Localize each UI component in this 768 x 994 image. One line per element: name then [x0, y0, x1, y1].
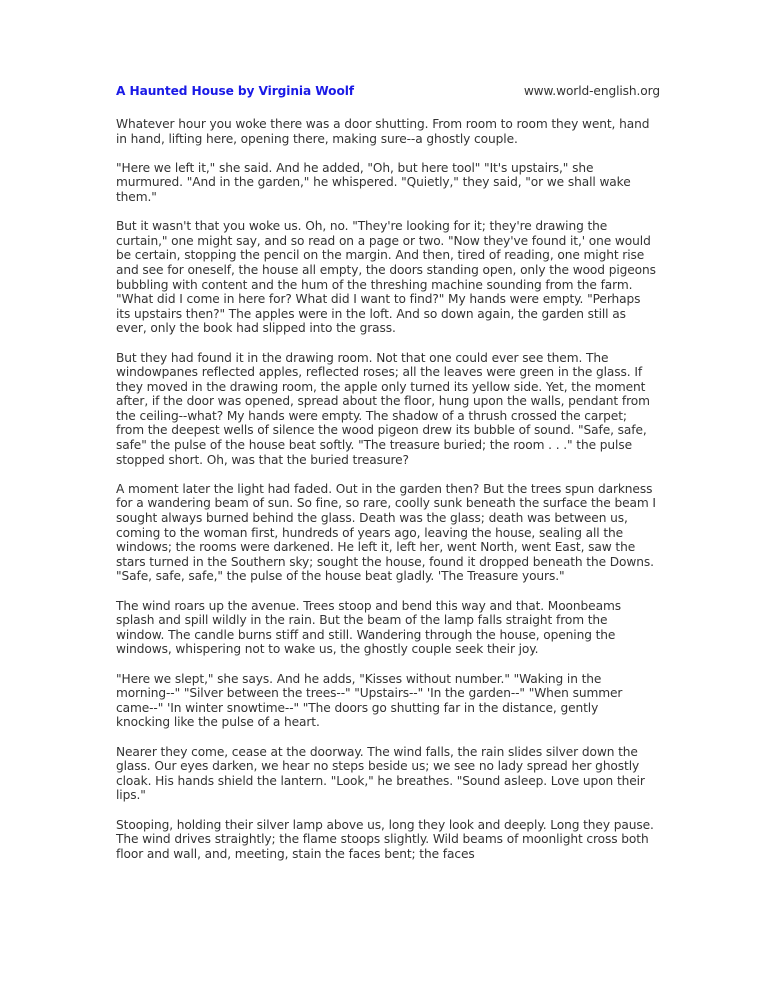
paragraph: But they had found it in the drawing room. Not that one could ever see them. The windowpanes reflected apples, reflected roses; all the leaves were green in the glass. If they moved in the drawing room, the apple only turned its yellow side. Yet, the moment after, if the door was opened, spread about the floor, hung upon the walls, pendant from the ceiling--what? My hands were empty. The shadow of a thrush crossed the carpet; from the deepest wells of silence the wood pigeon drew its bubble of sound. "Safe, safe, safe" the pulse of the house beat softly. "The treasure buried; the room . . ." the pulse stopped short. Oh, was that the buried treasure? — [116, 350, 650, 467]
document-title: A Haunted House by Virginia Woolf — [116, 84, 354, 98]
story-body — [116, 117, 656, 861]
site-url: www.world-english.org — [523, 84, 660, 98]
paragraph: "Here we slept," she says. And he adds, "Kisses without number." "Waking in the morning--" "Silver between the trees--" "Upstairs--" 'In the garden--" "When summer came--" 'In winter snowtime--" "The doors go shutting far in the distance, gently knocking like the pulse of a heart. — [116, 671, 623, 730]
document-page — [116, 84, 660, 876]
paragraph: Whatever hour you woke there was a door shutting. From room to room they went, hand in hand, lifting here, opening there, making sure--a ghostly couple. — [116, 117, 650, 146]
paragraph: A moment later the light had faded. Out in the garden then? But the trees spun darkness for a wandering beam of sun. So fine, so rare, coolly sunk beneath the surface the beam I sought always burned behind the glass. Death was the glass; death was between us, coming to the woman first, hundreds of years ago, leaving the house, sealing all the windows; the rooms were darkened. He left it, left her, went North, went East, saw the stars turned in the Southern sky; sought the house, found it dropped beneath the Downs. "Safe, safe, safe," the pulse of the house beat gladly. 'The Treasure yours." — [116, 481, 656, 584]
paragraph: The wind roars up the avenue. Trees stoop and bend this way and that. Moonbeams splash and spill wildly in the rain. But the beam of the lamp falls straight from the window. The candle burns stiff and still. Wandering through the house, opening the windows, whispering not to wake us, the ghostly couple seek their joy. — [116, 598, 621, 657]
paragraph: "Here we left it," she said. And he added, "Oh, but here tool" "It's upstairs," she murmured. "And in the garden," he whispered. "Quietly," they said, "or we shall wake them." — [116, 160, 631, 204]
paragraph: Nearer they come, cease at the doorway. The wind falls, the rain slides silver down the glass. Our eyes darken, we hear no steps beside us; we see no lady spread her ghostly cloak. His hands shield the lantern. "Look," he breathes. "Sound asleep. Love upon their lips." — [116, 744, 645, 803]
document-header — [116, 84, 660, 100]
paragraph: Stooping, holding their silver lamp above us, long they look and deeply. Long they pause. The wind drives straightly; the flame stoops slightly. Wild beams of moonlight cross both floor and wall, and, meeting, stain the faces bent; the faces — [116, 817, 654, 861]
paragraph: But it wasn't that you woke us. Oh, no. "They're looking for it; they're drawing the curtain," one might say, and so read on a page or two. "Now they've found it,' one would be certain, stopping the pencil on the margin. And then, tired of reading, one might rise and see for oneself, the house all empty, the doors standing open, only the wood pigeons bubbling with content and the hum of the threshing machine sounding from the farm. "What did I come in here for? What did I want to find?" My hands were empty. "Perhaps its upstairs then?" The apples were in the loft. And so down again, the garden still as ever, only the book had slipped into the grass. — [116, 219, 656, 336]
